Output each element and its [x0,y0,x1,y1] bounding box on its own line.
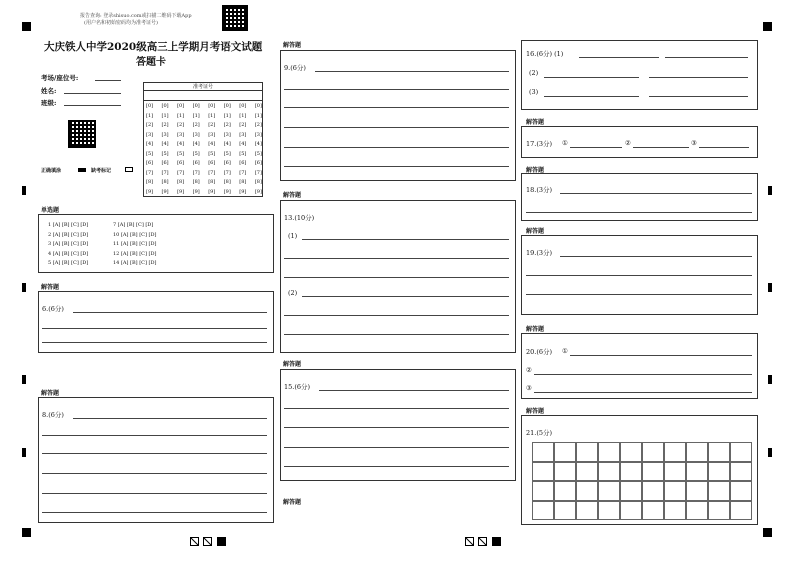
admission-digit-bubble[interactable]: [8] [239,179,247,186]
corner-mark-top-right [763,22,772,31]
grid-cell[interactable] [576,462,598,482]
admission-digit-bubble[interactable]: [7] [254,169,262,176]
q16-answer-box [521,40,758,110]
q17-blank-1-label: ① [562,139,568,147]
admission-digit-bubble[interactable]: [1] [146,112,154,119]
grid-cell[interactable] [598,442,620,462]
q8-answer-box [38,397,274,523]
admission-digit-bubble[interactable]: [1] [192,112,200,119]
corner-mark-top-left [22,22,31,31]
exam-room-label: 考场/座位号: [41,74,79,82]
page-title: 大庆铁人中学2020级高三上学期月考语文试题 [44,41,263,53]
class-field[interactable] [64,105,121,106]
q15-line-4[interactable] [284,447,509,448]
q8-line-6[interactable] [42,512,267,513]
admission-digit-bubble[interactable]: [3] [254,131,262,138]
admission-digit-bubble[interactable]: [6] [192,160,200,167]
absent-mark-box[interactable] [125,167,133,172]
q6-line-3[interactable] [42,342,267,343]
admission-digit-bubble[interactable]: [9] [223,188,231,195]
admission-digit-bubble[interactable]: [5] [192,150,200,157]
admission-digit-bubble[interactable]: [2] [161,122,169,129]
admission-digit-bubble[interactable]: [1] [208,112,216,119]
q16-part1-line-a[interactable] [579,57,659,58]
grid-cell[interactable] [532,501,554,521]
name-field[interactable] [64,93,121,94]
admission-digit-bubble[interactable]: [1] [177,112,185,119]
q13-part1-label: (1) [288,232,298,240]
q21-writing-grid[interactable] [532,442,754,522]
q17-blank-2[interactable] [633,147,689,148]
admission-digit-bubble[interactable]: [0] [146,103,154,109]
admission-digit-bubble[interactable]: [3] [146,131,154,138]
admission-digit-bubble[interactable]: [9] [146,188,154,195]
admission-digit-bubble[interactable]: [0] [239,103,247,109]
side-mark-left-4 [22,448,26,457]
q17-label: 17.(3分) [526,140,553,148]
grid-cell[interactable] [686,462,708,482]
q6-label: 6.(6分) [42,305,64,313]
side-mark-right-4 [768,448,772,457]
q9-section-title: 解答题 [283,42,302,49]
choice-row-4[interactable]: 4 [A] [B] [C] [D] [48,250,89,257]
q8-label: 8.(6分) [42,411,64,419]
admission-digit-column [193,103,200,195]
grid-cell[interactable] [642,442,664,462]
correct-fill-sample [78,168,86,172]
bottom-marker-right [465,531,507,540]
grid-cell[interactable] [532,442,554,462]
q19-line-2[interactable] [526,275,752,276]
admission-digit-bubble[interactable]: [6] [223,160,231,167]
admission-digit-bubble[interactable]: [5] [177,150,185,157]
class-label: 班级: [41,99,57,107]
q18-section-title: 解答题 [526,167,545,174]
q17-blank-3[interactable] [699,147,749,148]
q9-line-1[interactable] [315,71,509,72]
q13-part2-line-3[interactable] [284,334,509,335]
admission-digit-bubble[interactable]: [7] [239,169,247,176]
admission-digit-bubble[interactable]: [3] [239,131,247,138]
q20-answer-box [521,333,758,399]
admission-digit-bubble[interactable]: [2] [254,122,262,129]
grid-cell[interactable] [554,501,576,521]
admission-digit-bubble[interactable]: [9] [254,188,262,195]
grid-cell[interactable] [576,501,598,521]
side-mark-left-3 [22,375,26,384]
q16-part3-line-b[interactable] [649,96,748,97]
admission-digit-bubble[interactable]: [5] [146,150,154,157]
admission-digit-bubble[interactable]: [5] [208,150,216,157]
admission-digit-bubble[interactable]: [0] [208,103,216,109]
q20-section-title: 解答题 [526,326,545,333]
admission-digit-bubble[interactable]: [5] [161,150,169,157]
q15-answer-box [280,369,516,481]
admission-digit-bubble[interactable]: [7] [177,169,185,176]
q15-line-3[interactable] [284,427,509,428]
admission-digit-bubble[interactable]: [6] [254,160,262,167]
q20-part1-label: ① [562,347,568,355]
grid-cell[interactable] [686,481,708,501]
q8-section-title: 解答题 [41,390,60,397]
admission-digit-bubble[interactable]: [8] [192,179,200,186]
admission-digit-bubble[interactable]: [9] [208,188,216,195]
admission-digit-bubble[interactable]: [5] [223,150,231,157]
q15-line-2[interactable] [284,408,509,409]
grid-cell[interactable] [708,501,730,521]
admission-digit-bubble[interactable]: [2] [146,122,154,129]
grid-cell[interactable] [576,481,598,501]
q20-part3-label: ③ [526,384,532,392]
admission-digit-column [255,103,262,195]
admission-digit-column [162,103,169,195]
admission-number-title: 准考证号 [144,83,262,91]
q18-label: 18.(3分) [526,186,553,194]
side-mark-right-3 [768,375,772,384]
admission-digit-bubble[interactable]: [7] [208,169,216,176]
admission-digit-bubble[interactable]: [2] [192,122,200,129]
q9-line-2[interactable] [284,89,509,90]
choice-row-14[interactable]: 14 [A] [B] [C] [D] [113,260,157,266]
q13-part2-line-1[interactable] [302,296,509,297]
q17-answer-box [521,126,758,158]
corner-mark-bottom-right [763,528,772,537]
admission-number-grid [143,82,263,197]
admission-digit-bubble[interactable]: [8] [208,179,216,186]
admission-digit-bubble[interactable]: [3] [223,131,231,138]
q19-line-1[interactable] [560,256,752,257]
name-label: 姓名: [41,87,57,95]
corner-mark-bottom-left [22,528,31,537]
choice-row-2[interactable]: 2 [A] [B] [C] [D] [48,231,89,238]
side-mark-left-1 [22,186,26,195]
grid-cell[interactable] [620,481,642,501]
choice-col-right [113,221,156,269]
grid-cell[interactable] [598,462,620,482]
q6-line-2[interactable] [42,328,267,329]
q9-label: 9.(6分) [284,64,306,72]
single-choice-title: 单选题 [41,207,60,214]
grid-cell[interactable] [708,462,730,482]
side-mark-right-2 [768,283,772,292]
q9-line-3[interactable] [284,107,509,108]
admission-digit-bubble[interactable]: [1] [223,112,231,119]
admission-digit-bubble[interactable]: [7] [161,169,169,176]
choice-row-11[interactable]: 11 [A] [B] [C] [D] [113,241,157,247]
exam-room-field[interactable] [95,80,121,81]
admission-digit-bubble[interactable]: [3] [192,131,200,138]
admission-digit-bubble[interactable]: [2] [177,122,185,129]
grid-cell[interactable] [708,442,730,462]
grid-cell[interactable] [620,501,642,521]
q9-line-4[interactable] [284,127,509,128]
admission-digit-bubble[interactable]: [5] [239,150,247,157]
admission-digit-bubble[interactable]: [6] [239,160,247,167]
q18-answer-box [521,173,758,221]
absent-mark-label: 缺考标记 [91,168,112,174]
admission-columns [146,103,262,195]
q21-section-title: 解答题 [526,408,545,415]
admission-digit-bubble[interactable]: [2] [208,122,216,129]
q9-line-6[interactable] [284,166,509,167]
q20-part2-label: ② [526,366,532,374]
choice-row-1[interactable]: 1 [A] [B] [C] [D] [48,222,89,228]
admission-write-row[interactable] [144,91,262,101]
admission-digit-bubble[interactable]: [6] [146,160,154,167]
q15-line-5[interactable] [284,466,509,467]
q18-line-1[interactable] [560,193,752,194]
top-qr-code [222,5,248,31]
q16-part1-label: 16.(6分) (1) [526,50,564,58]
admission-digit-bubble[interactable]: [4] [146,141,154,148]
admission-digit-bubble[interactable]: [0] [223,103,231,109]
q19-line-3[interactable] [526,294,752,295]
correct-fill-label: 正确填涂 [41,168,62,174]
admission-digit-bubble[interactable]: [0] [192,103,200,109]
q15-label: 15.(6分) [284,383,311,391]
q17-blank-3-label: ③ [691,139,697,147]
admission-digit-bubble[interactable]: [4] [192,141,200,148]
admission-digit-bubble[interactable]: [4] [161,141,169,148]
q20-label: 20.(6分) [526,348,553,356]
q19-section-title: 解答题 [526,228,545,235]
admission-digit-bubble[interactable]: [7] [192,169,200,176]
admission-digit-column [208,103,215,195]
admission-digit-bubble[interactable]: [4] [254,141,262,148]
choice-row-7[interactable]: 7 [A] [B] [C] [D] [113,222,154,228]
admission-digit-bubble[interactable]: [4] [177,141,185,148]
q17-blank-2-label: ② [625,139,631,147]
admission-digit-bubble[interactable]: [1] [161,112,169,119]
admission-digit-bubble[interactable]: [6] [208,160,216,167]
admission-digit-bubble[interactable]: [9] [239,188,247,195]
notice-line-2: (用户名和初始密码均为准考证号) [84,20,158,26]
q20-part3-line[interactable] [534,392,752,393]
choice-col-left [48,221,88,269]
q6-line-1[interactable] [73,312,267,313]
grid-cell[interactable] [598,481,620,501]
grid-cell[interactable] [686,501,708,521]
q6-section-title: 解答题 [41,284,60,291]
q8-line-1[interactable] [73,418,267,419]
q15-line-1[interactable] [319,390,509,391]
admission-digit-column [177,103,184,195]
q6-answer-box [38,291,274,353]
admission-digit-column [146,103,153,195]
notice-line-1: 报告查询: 登录shisuo.com或扫描二维码下载App [80,13,192,19]
admission-digit-bubble[interactable]: [7] [223,169,231,176]
grid-cell[interactable] [598,501,620,521]
choice-row-10[interactable]: 10 [A] [B] [C] [D] [113,231,157,238]
q8-line-5[interactable] [42,493,267,494]
q13-answer-box [280,200,516,353]
q8-line-4[interactable] [42,473,267,474]
single-choice-box [38,214,274,273]
grid-cell[interactable] [730,462,752,482]
q13-part1-line-2[interactable] [284,258,509,259]
bottom-marker-left [190,531,232,540]
choice-row-12[interactable]: 12 [A] [B] [C] [D] [113,250,157,257]
q13-section-title: 解答题 [283,192,302,199]
grid-cell[interactable] [730,442,752,462]
admission-digit-bubble[interactable]: [3] [208,131,216,138]
q19-label: 19.(3分) [526,249,553,257]
grid-cell[interactable] [664,501,686,521]
grid-cell[interactable] [620,462,642,482]
admission-digit-bubble[interactable]: [0] [177,103,185,109]
page-subtitle: 答题卡 [136,57,166,68]
admission-digit-bubble[interactable]: [3] [177,131,185,138]
admission-digit-bubble[interactable]: [7] [146,169,154,176]
grid-cell[interactable] [708,481,730,501]
admission-digit-bubble[interactable]: [0] [254,103,262,109]
grid-cell[interactable] [642,501,664,521]
admission-digit-bubble[interactable]: [1] [239,112,247,119]
q17-blank-1[interactable] [570,147,622,148]
q21-answer-box [521,415,758,525]
q15-section-title: 解答题 [283,361,302,368]
side-mark-right-1 [768,186,772,195]
grid-cell[interactable] [554,481,576,501]
admission-digit-column [224,103,231,195]
grid-cell[interactable] [554,462,576,482]
grid-cell[interactable] [532,481,554,501]
grid-cell[interactable] [664,442,686,462]
q16-part2-line-b[interactable] [649,77,748,78]
middle-bottom-section-title: 解答题 [283,499,302,506]
admission-digit-bubble[interactable]: [9] [192,188,200,195]
q16-part3-line-a[interactable] [544,96,639,97]
admission-digit-bubble[interactable]: [4] [208,141,216,148]
grid-cell[interactable] [686,442,708,462]
admission-digit-bubble[interactable]: [8] [254,179,262,186]
admission-digit-bubble[interactable]: [6] [161,160,169,167]
choice-row-3[interactable]: 3 [A] [B] [C] [D] [48,241,89,247]
admission-digit-bubble[interactable]: [2] [223,122,231,129]
grid-cell[interactable] [620,442,642,462]
admission-digit-bubble[interactable]: [9] [161,188,169,195]
q8-line-3[interactable] [42,453,267,454]
grid-cell[interactable] [664,462,686,482]
q18-line-2[interactable] [526,212,752,213]
admission-digit-bubble[interactable]: [8] [146,179,154,186]
grid-cell[interactable] [532,462,554,482]
admission-digit-bubble[interactable]: [8] [223,179,231,186]
q9-line-5[interactable] [284,147,509,148]
grid-cell[interactable] [576,442,598,462]
q20-part2-line[interactable] [534,374,752,375]
grid-cell[interactable] [642,462,664,482]
q19-answer-box [521,235,758,315]
admission-digit-bubble[interactable]: [3] [161,131,169,138]
admission-digit-bubble[interactable]: [5] [254,150,262,157]
q16-part1-line-b[interactable] [665,57,748,58]
admission-digit-bubble[interactable]: [8] [161,179,169,186]
q9-answer-box [280,50,516,181]
grid-cell[interactable] [642,481,664,501]
q13-part1-line-1[interactable] [302,239,509,240]
grid-cell[interactable] [730,481,752,501]
q13-label: 13.(10分) [284,214,315,222]
admission-digit-column [239,103,246,195]
admission-digit-bubble[interactable]: [0] [161,103,169,109]
admission-digit-bubble[interactable]: [4] [239,141,247,148]
grid-cell[interactable] [730,501,752,521]
admission-digit-bubble[interactable]: [6] [177,160,185,167]
admission-digit-bubble[interactable]: [9] [177,188,185,195]
q20-part1-line[interactable] [570,355,752,356]
q13-part2-label: (2) [288,289,298,297]
q16-part2-label: (2) [529,69,539,77]
admission-digit-bubble[interactable]: [2] [239,122,247,129]
admission-digit-bubble[interactable]: [8] [177,179,185,186]
q13-part1-line-3[interactable] [284,277,509,278]
admission-digit-bubble[interactable]: [4] [223,141,231,148]
q17-section-title: 解答题 [526,119,545,126]
choice-row-5[interactable]: 5 [A] [B] [C] [D] [48,260,89,266]
grid-cell[interactable] [554,442,576,462]
q21-label: 21.(5分) [526,429,553,437]
admission-digit-bubble[interactable]: [1] [254,112,262,119]
q13-part2-line-2[interactable] [284,315,509,316]
q16-part3-label: (3) [529,88,539,96]
side-mark-left-2 [22,283,26,292]
q16-part2-line-a[interactable] [544,77,639,78]
student-qr-code [68,120,96,148]
q8-line-2[interactable] [42,435,267,436]
grid-cell[interactable] [664,481,686,501]
